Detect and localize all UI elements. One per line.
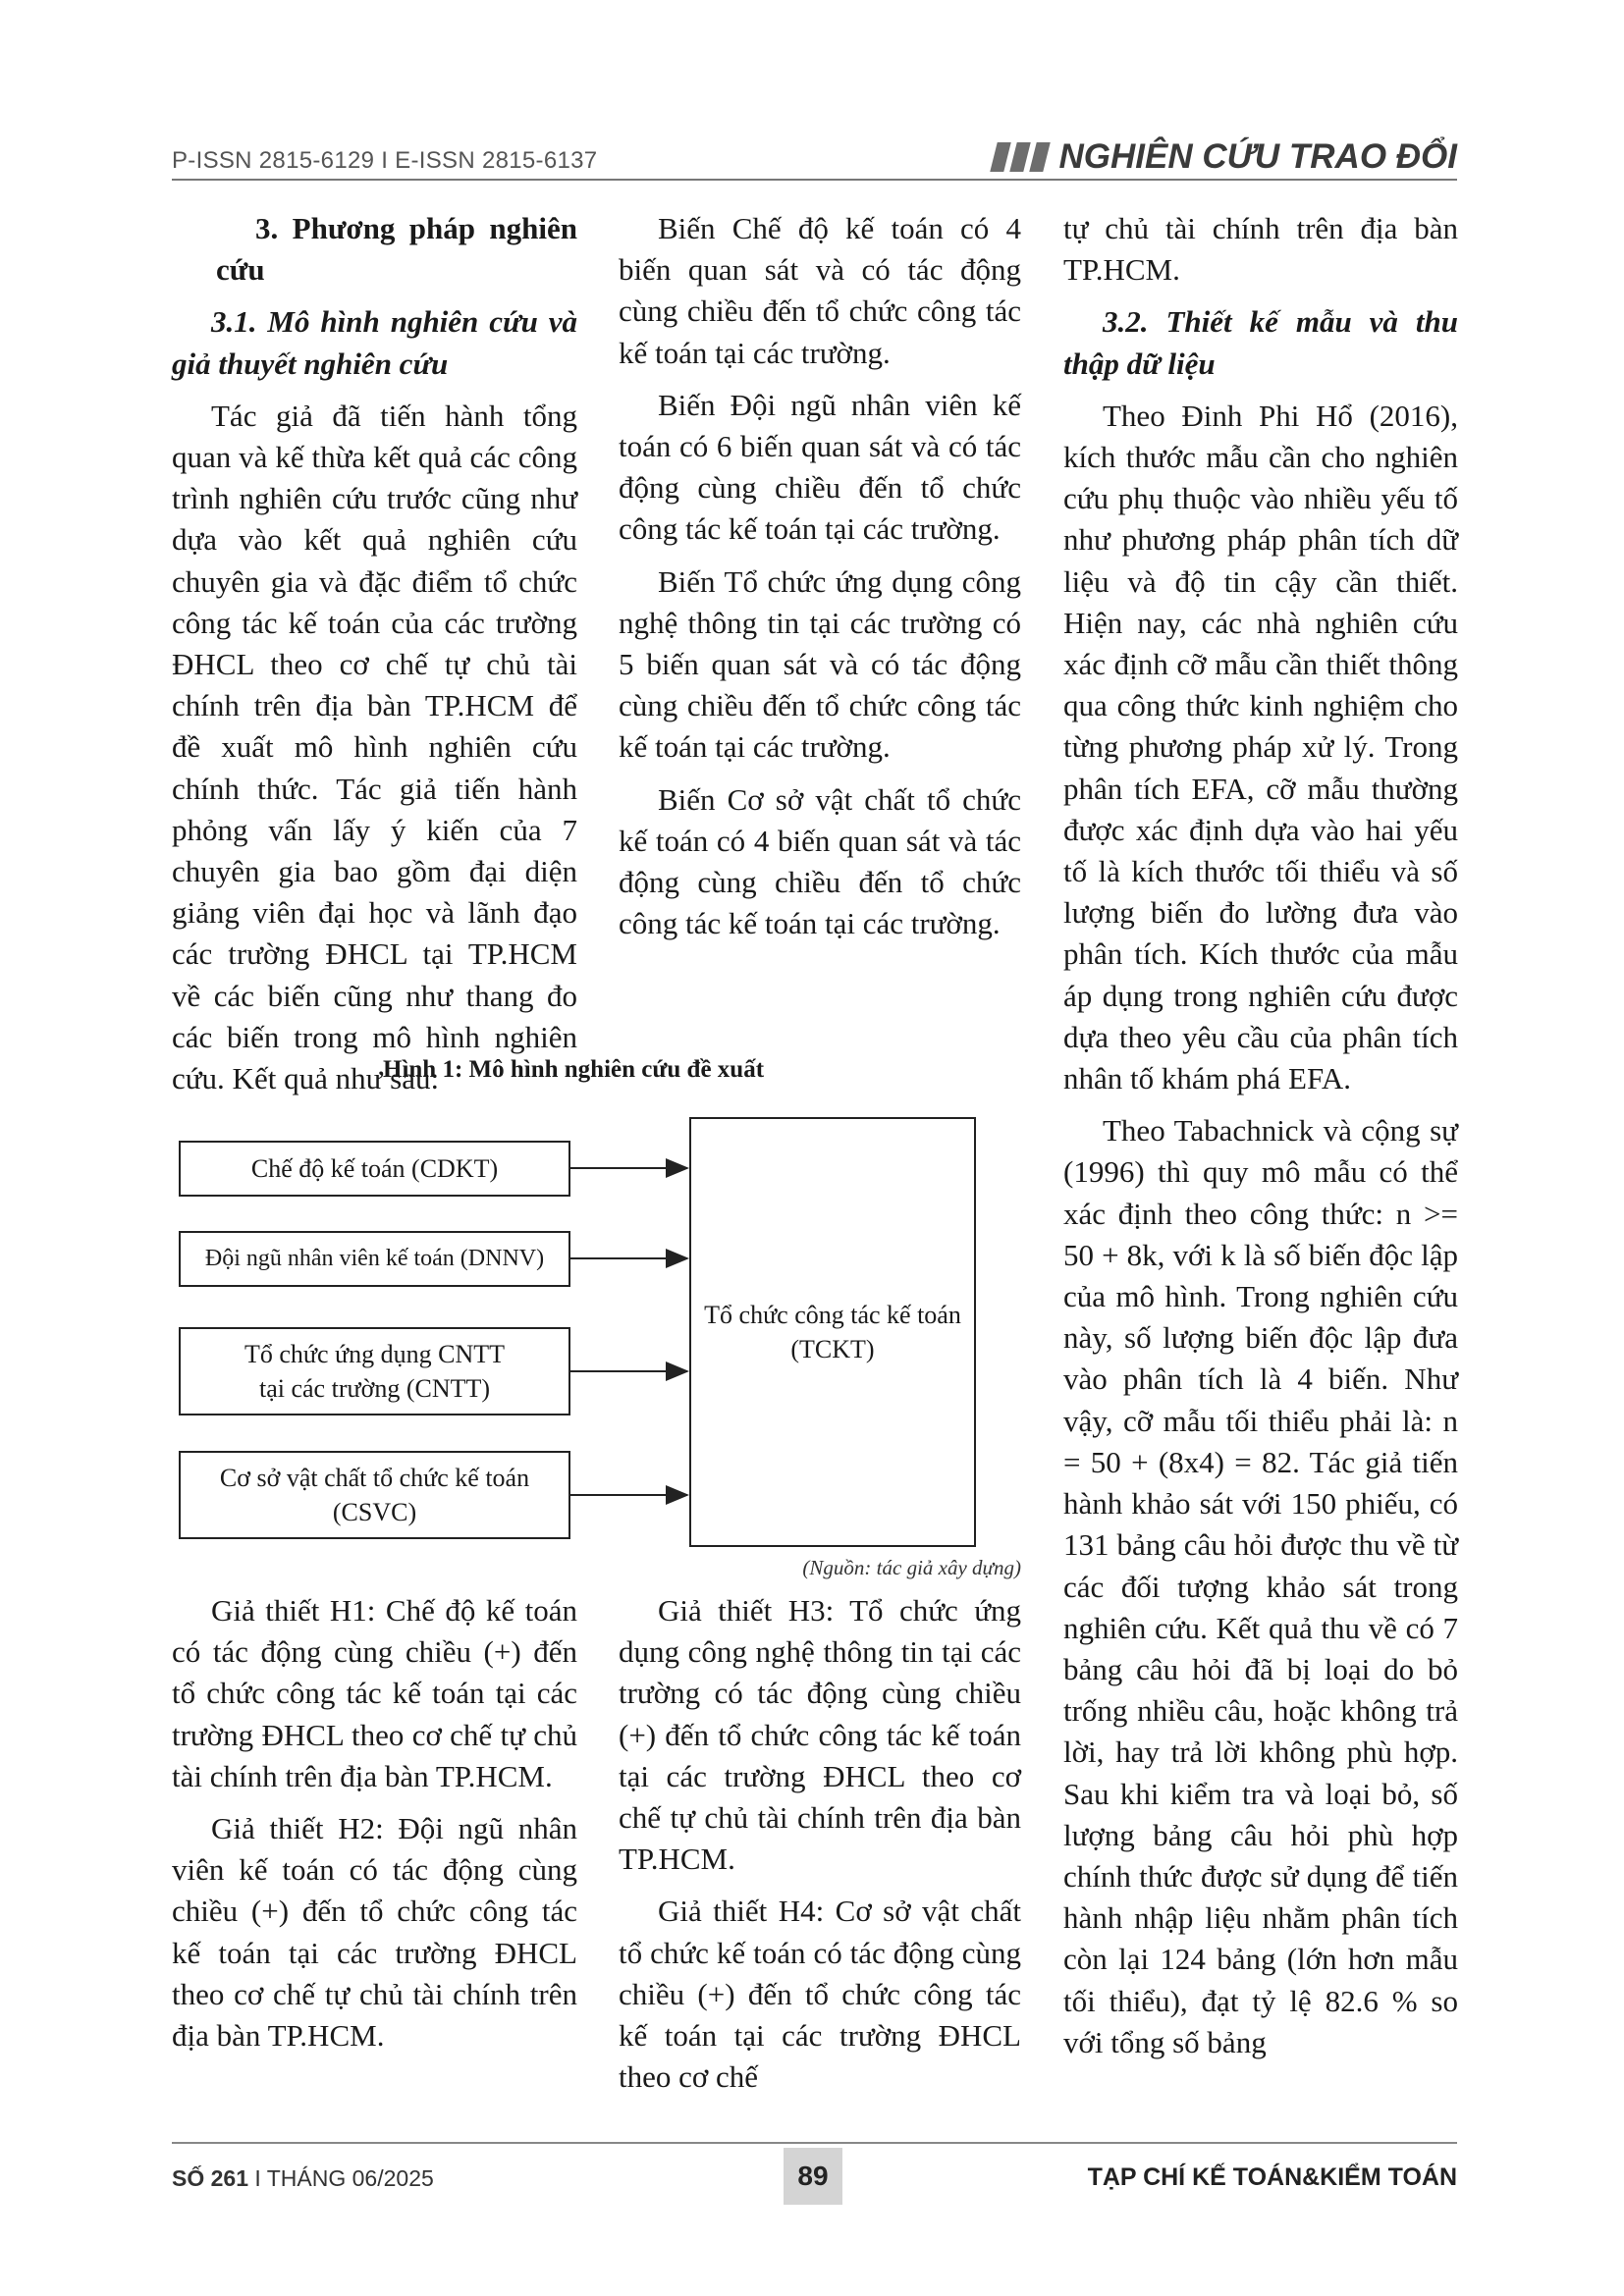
journal-name: TẠP CHÍ KẾ TOÁN&KIỂM TOÁN [1087, 2163, 1457, 2191]
paragraph: Giả thiết H3: Tổ chức ứng dụng công nghệ thông tin tại các trường có tác động cùng chiều (+) đến tổ chức công tác kế toán tại các trường ĐHCL theo cơ chế tự chủ tài chính trên địa bàn TP.HCM. [619, 1593, 1021, 1877]
column-right [1063, 208, 1458, 2074]
paragraph: Giả thiết H2: Đội ngũ nhân viên kế toán có tác động cùng chiều (+) đến tổ chức công tác kế toán tại các trường ĐHCL theo cơ chế tự chủ tài chính trên địa bàn TP.HCM. [172, 1811, 577, 2054]
subheading-3-1: 3.1. Mô hình nghiên cứu và giả thuyết nghiên cứu [172, 304, 577, 381]
box-label: Chế độ kế toán (CDKT) [250, 1154, 499, 1183]
column-left-bottom [172, 1590, 577, 2067]
section-heading: 3. Phương pháp nghiên cứu [216, 211, 577, 288]
box-cdkt [179, 1141, 570, 1197]
box-dnnv [179, 1231, 570, 1287]
box-label: Đội ngũ nhân viên kế toán (DNNV) [204, 1246, 545, 1271]
paragraph: Giả thiết H4: Cơ sở vật chất tổ chức kế toán có tác động cùng chiều (+) đến tổ chức công tác kế toán tại các trường ĐHCL theo cơ chế [619, 1894, 1021, 2095]
column-middle-bottom [619, 1590, 1021, 2109]
paragraph: Biến Tổ chức ứng dụng công nghệ thông tin tại các trường có 5 biến quan sát và có tác động cùng chiều đến tổ chức công tác kế toán tại các trường. [619, 563, 1021, 765]
column-left-top [172, 208, 577, 1110]
issue-label: SỐ 261 [172, 2165, 248, 2191]
header-bars-decoration [994, 142, 1047, 172]
box-label-line: Tổ chức công tác kế toán [704, 1301, 961, 1329]
paragraph: Theo Tabachnick và cộng sự (1996) thì quy mô mẫu có thể xác định theo công thức: n >= 50 + 8k, với k là số biến độc lập của mô hình. Trong nghiên cứu này, số lượng biến độc lập đưa vào phân tích là 4 biến. Như vậy, cỡ mẫu tối thiểu phải là: n = 50 + (8x4) = 82. Tác giả tiến hành khảo sát với 150 phiếu, có 131 bảng câu hỏi được thu về từ các đối tượng khảo sát trong nghiên cứu. Kết quả thu về có 7 bảng câu hỏi đã bị loại do bỏ trống nhiều câu, hoặc không trả lời, hay trả lời không phù hợp. Sau khi kiểm tra và loại bỏ, số lượng bảng câu hỏi phù hợp chính thức được sử dụng để tiến hành nhập liệu nhằm phân tích còn lại 124 bảng (lớn hơn mẫu tối thiểu), đạt tỷ lệ 82.6 % so với tổng số bảng [1063, 1113, 1458, 2059]
box-label-line: (CSVC) [332, 1498, 417, 1526]
box-csvc [179, 1451, 570, 1539]
subheading-3-2: 3.2. Thiết kế mẫu và thu thập dữ liệu [1063, 304, 1458, 381]
box-cntt [179, 1327, 570, 1415]
header-rule [172, 179, 1457, 181]
figure-source: (Nguồn: tác giả xây dựng) [802, 1556, 1021, 1579]
paragraph: Biến Chế độ kế toán có 4 biến quan sát và có tác động cùng chiều đến tổ chức công tác kế toán tại các trường. [619, 211, 1021, 370]
box-label-line: (TCKT) [790, 1335, 875, 1363]
section-header [994, 137, 1457, 177]
box-label-line: Tổ chức ứng dụng CNTT [244, 1340, 506, 1368]
paragraph: Theo Đinh Phi Hổ (2016), kích thước mẫu cần cho nghiên cứu phụ thuộc vào nhiều yếu tố như phương pháp phân tích dữ liệu và độ tin cậy cần thiết. Hiện nay, các nhà nghiên cứu xác định cỡ mẫu cần thiết thông qua công thức kinh nghiệm cho từng phương pháp xử lý. Trong phân tích EFA, cỡ mẫu thường được xác định dựa vào hai yếu tố là kích thước tối thiểu và số lượng biến đo lường đưa vào phân tích. Kích thước của mẫu áp dụng trong nghiên cứu được dựa theo yêu cầu của phân tích nhân tố khám phá EFA. [1063, 398, 1458, 1096]
paragraph: Giả thiết H1: Chế độ kế toán có tác động cùng chiều (+) đến tổ chức công tác kế toán tại các trường ĐHCL theo cơ chế tự chủ tài chính trên địa bàn TP.HCM. [172, 1593, 577, 1793]
paragraph-continuation: tự chủ tài chính trên địa bàn TP.HCM. [1063, 211, 1458, 288]
box-tckt-target [689, 1117, 976, 1547]
box-label-line: tại các trường (CNTT) [258, 1374, 491, 1403]
issue-date: I THÁNG 06/2025 [248, 2165, 434, 2191]
issue-info [172, 2165, 434, 2192]
section-title: NGHIÊN CỨU TRAO ĐỔI [1058, 137, 1457, 176]
paragraph: Tác giả đã tiến hành tổng quan và kế thừa kết quả các công trình nghiên cứu trước cũng như dựa vào kết quả nghiên cứu chuyên gia và đặc điểm tổ chức công tác kế toán của các trường ĐHCL theo cơ chế tự chủ tài chính trên địa bàn TP.HCM để đề xuất mô hình nghiên cứu chính thức. Tác giả tiến hành phỏng vấn lấy ý kiến của 7 chuyên gia bao gồm đại diện giảng viên đại học và lãnh đạo các trường ĐHCL tại TP.HCM về các biến cũng như thang đo các biến trong mô hình nghiên cứu. Kết quả như sau: [172, 398, 577, 1096]
box-label-line: Cơ sở vật chất tổ chức kế toán [219, 1464, 530, 1492]
column-middle-top [619, 208, 1021, 955]
page-number: 89 [784, 2148, 842, 2205]
issn-header: P-ISSN 2815-6129 I E-ISSN 2815-6137 [172, 147, 598, 174]
figure-title: Hình 1: Mô hình nghiên cứu đề xuất [383, 1056, 765, 1083]
paragraph: Biến Đội ngũ nhân viên kế toán có 6 biến quan sát và có tác động cùng chiều đến tổ chức công tác kế toán tại các trường. [619, 387, 1021, 547]
paragraph: Biến Cơ sở vật chất tổ chức kế toán có 4 biến quan sát và tác động cùng chiều đến tổ chức công tác kế toán tại các trường. [619, 781, 1021, 941]
footer-rule [172, 2142, 1457, 2144]
